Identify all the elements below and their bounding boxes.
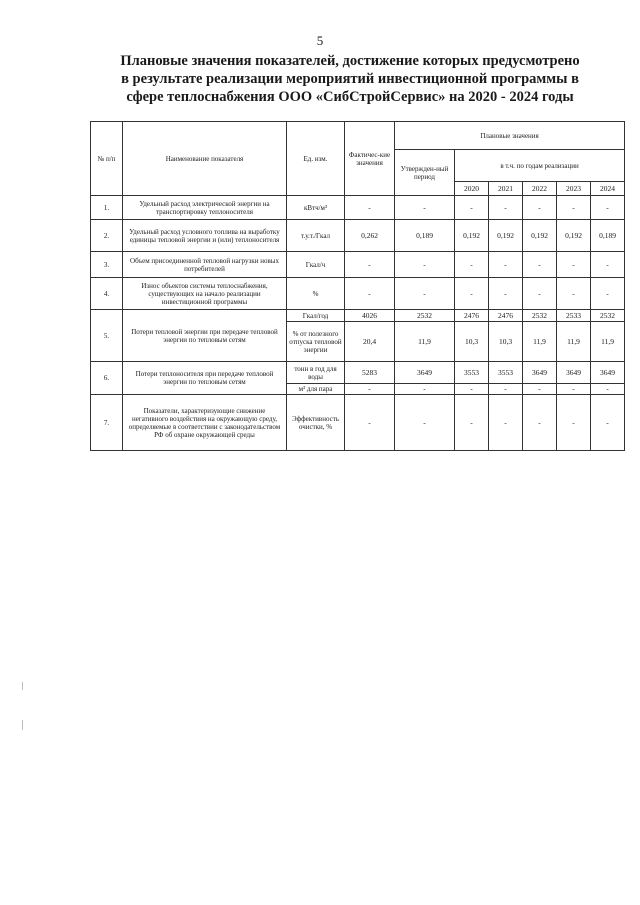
row-name: Удельный расход условного топлива на выработку единицы тепловой энергии и (или) теплоносителя: [123, 220, 287, 252]
row-year-value: 11,9: [557, 322, 591, 362]
row-year-value: 3553: [455, 362, 489, 384]
row-year-value: -: [523, 196, 557, 220]
row-year-value: -: [591, 278, 625, 310]
row-approved: -: [395, 395, 455, 451]
row-unit: Гкал/ч: [287, 252, 345, 278]
row-actual: 5283: [345, 362, 395, 384]
row-year-value: 10,3: [489, 322, 523, 362]
row-unit: % от полезного отпуска тепловой энергии: [287, 322, 345, 362]
header-approved: Утвержден-ный период: [395, 150, 455, 196]
row-year-value: -: [489, 395, 523, 451]
document-title: [90, 52, 610, 106]
row-year-value: -: [557, 196, 591, 220]
row-unit: Эффективность очистки, %: [287, 395, 345, 451]
header-planned: Плановые значения: [395, 122, 625, 150]
row-unit: Гкал/год: [287, 310, 345, 322]
table-row: [91, 252, 625, 278]
header-year: 2022: [523, 182, 557, 196]
row-year-value: 2476: [455, 310, 489, 322]
header-year: 2020: [455, 182, 489, 196]
row-actual: -: [345, 196, 395, 220]
table-row: [91, 362, 625, 384]
row-year-value: 0,192: [489, 220, 523, 252]
scan-margin-mark: [22, 720, 23, 730]
row-num: 1.: [91, 196, 123, 220]
header-year: 2023: [557, 182, 591, 196]
scan-margin-mark: [22, 682, 23, 690]
header-num: № п/п: [91, 122, 123, 196]
row-approved: 2532: [395, 310, 455, 322]
row-year-value: -: [591, 395, 625, 451]
row-name: Износ объектов системы теплоснабжения, существующих на начало реализации инвестиционной программы: [123, 278, 287, 310]
row-year-value: -: [591, 252, 625, 278]
row-year-value: -: [489, 196, 523, 220]
row-approved: 3649: [395, 362, 455, 384]
row-actual: -: [345, 278, 395, 310]
row-year-value: 10,3: [455, 322, 489, 362]
row-actual: -: [345, 395, 395, 451]
row-year-value: 3553: [489, 362, 523, 384]
title-line-1: Плановые значения показателей, достижение которых предусмотрено: [120, 53, 580, 69]
row-year-value: 3649: [523, 362, 557, 384]
table-row: [91, 220, 625, 252]
row-year-value: 0,192: [557, 220, 591, 252]
row-year-value: 11,9: [591, 322, 625, 362]
row-num: 4.: [91, 278, 123, 310]
row-year-value: -: [523, 395, 557, 451]
row-year-value: 2532: [523, 310, 557, 322]
table-row: [91, 278, 625, 310]
row-year-value: 0,189: [591, 220, 625, 252]
row-actual: 0,262: [345, 220, 395, 252]
row-year-value: -: [523, 252, 557, 278]
row-name: Удельный расход электрической энергии на транспортировку теплоносителя: [123, 196, 287, 220]
row-approved: 0,189: [395, 220, 455, 252]
row-name: Потери тепловой энергии при передаче тепловой энергии по тепловым сетям: [123, 310, 287, 362]
title-line-2: в результате реализации мероприятий инвестиционной программы в: [121, 71, 579, 87]
row-year-value: -: [455, 252, 489, 278]
row-year-value: -: [489, 278, 523, 310]
row-num: 3.: [91, 252, 123, 278]
row-actual: -: [345, 384, 395, 395]
row-name: Объем присоединенной тепловой нагрузки новых потребителей: [123, 252, 287, 278]
row-unit: т.у.т./Гкал: [287, 220, 345, 252]
row-year-value: 11,9: [523, 322, 557, 362]
table-row: [91, 196, 625, 220]
header-year: 2021: [489, 182, 523, 196]
row-year-value: -: [455, 395, 489, 451]
row-year-value: -: [489, 252, 523, 278]
table-row: [91, 310, 625, 322]
row-num: 7.: [91, 395, 123, 451]
row-year-value: -: [557, 278, 591, 310]
row-year-value: -: [557, 384, 591, 395]
row-year-value: -: [591, 196, 625, 220]
row-year-value: -: [455, 278, 489, 310]
row-unit: кВтч/м³: [287, 196, 345, 220]
header-by-years: в т.ч. по годам реализации: [455, 150, 625, 182]
row-year-value: -: [557, 252, 591, 278]
row-year-value: 0,192: [455, 220, 489, 252]
page-number: 5: [316, 33, 324, 48]
row-actual: 20,4: [345, 322, 395, 362]
row-unit: %: [287, 278, 345, 310]
row-approved: 11,9: [395, 322, 455, 362]
header-actual: Фактичес-кие значения: [345, 122, 395, 196]
row-year-value: -: [455, 196, 489, 220]
row-year-value: 3649: [591, 362, 625, 384]
row-num: 6.: [91, 362, 123, 395]
indicators-table: [90, 121, 625, 451]
row-name: Показатели, характеризующие снижение негативного воздействия на окружающую среду, определяемые в соответствии с законодательством РФ об охране окружающей среды: [123, 395, 287, 451]
row-num: 2.: [91, 220, 123, 252]
row-year-value: -: [455, 384, 489, 395]
row-year-value: -: [557, 395, 591, 451]
header-unit: Ед. изм.: [287, 122, 345, 196]
row-approved: -: [395, 252, 455, 278]
row-year-value: 3649: [557, 362, 591, 384]
row-actual: 4026: [345, 310, 395, 322]
title-line-3: сфере теплоснабжения ООО «СибСтройСервис» на 2020 - 2024 годы: [126, 89, 574, 105]
table-row: [91, 395, 625, 451]
row-year-value: -: [489, 384, 523, 395]
row-year-value: 2476: [489, 310, 523, 322]
header-year: 2024: [591, 182, 625, 196]
row-unit: тонн в год для воды: [287, 362, 345, 384]
row-year-value: -: [523, 278, 557, 310]
row-approved: -: [395, 278, 455, 310]
row-unit: м³ для пара: [287, 384, 345, 395]
row-year-value: -: [591, 384, 625, 395]
row-name: Потери теплоносителя при передаче тепловой энергии по тепловым сетям: [123, 362, 287, 395]
row-approved: -: [395, 384, 455, 395]
row-year-value: 0,192: [523, 220, 557, 252]
row-num: 5.: [91, 310, 123, 362]
row-approved: -: [395, 196, 455, 220]
row-actual: -: [345, 252, 395, 278]
header-name: Наименование показателя: [123, 122, 287, 196]
row-year-value: -: [523, 384, 557, 395]
row-year-value: 2533: [557, 310, 591, 322]
row-year-value: 2532: [591, 310, 625, 322]
